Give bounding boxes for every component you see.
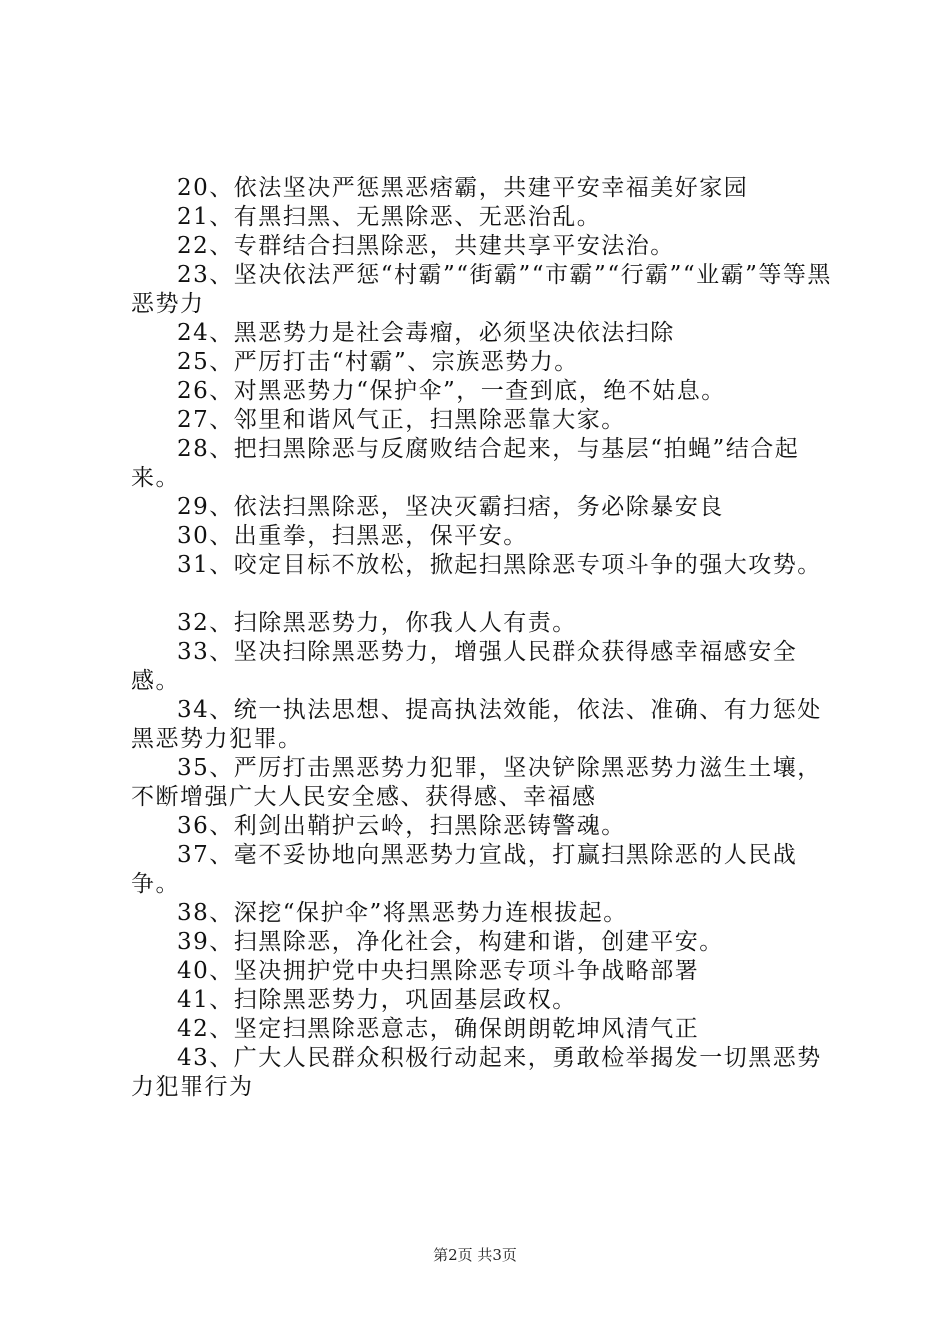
list-item-20: 20、依法坚决严惩黑恶痞霸，共建平安幸福美好家园: [177, 175, 749, 201]
page-number-footer: 第2页 共3页: [433, 1246, 517, 1264]
list-item-23: 23、坚决依法严惩“村霸”“街霸”“市霸”“行霸”“业霸”等等黑恶势力: [131, 262, 832, 317]
list-item-31: 31、咬定目标不放松，掀起扫黑除恶专项斗争的强大攻势。: [177, 552, 822, 578]
list-item-25: 25、严厉打击“村霸”、宗族恶势力。: [177, 349, 579, 375]
list-item-42: 42、坚定扫黑除恶意志，确保朗朗乾坤风清气正: [177, 1016, 700, 1042]
list-item-32: 32、扫除黑恶势力，你我人人有责。: [177, 610, 577, 636]
list-item-34: 34、统一执法思想、提高执法效能，依法、准确、有力惩处黑恶势力犯罪。: [131, 697, 822, 752]
list-item-21: 21、有黑扫黑、无黑除恶、无恶治乱。: [177, 204, 602, 230]
list-item-40: 40、坚决拥护党中央扫黑除恶专项斗争战略部署: [177, 958, 700, 984]
list-item-38: 38、深挖“保护伞”将黑恶势力连根拔起。: [177, 900, 628, 926]
list-item-43: 43、广大人民群众积极行动起来，勇敢检举揭发一切黑恶势力犯罪行为: [131, 1045, 822, 1100]
list-item-29: 29、依法扫黑除恶，坚决灭霸扫痞，务必除暴安良: [177, 494, 724, 520]
list-item-24: 24、黑恶势力是社会毒瘤，必须坚决依法扫除: [177, 320, 675, 346]
list-item-28: 28、把扫黑除恶与反腐败结合起来，与基层“拍蝇”结合起来。: [131, 436, 800, 491]
list-item-35: 35、严厉打击黑恶势力犯罪，坚决铲除黑恶势力滋生土壤，不断增强广大人民安全感、获得感、幸福感: [131, 755, 822, 810]
list-item-37: 37、毫不妥协地向黑恶势力宣战，打赢扫黑除恶的人民战争。: [131, 842, 798, 897]
list-item-27: 27、邻里和谐风气正，扫黑除恶靠大家。: [177, 407, 626, 433]
list-item-22: 22、专群结合扫黑除恶，共建共享平安法治。: [177, 233, 675, 259]
list-item-30: 30、出重拳，扫黑恶，保平安。: [177, 523, 528, 549]
list-item-26: 26、对黑恶势力“保护伞”，一查到底，绝不姑息。: [177, 378, 726, 404]
list-item-33: 33、坚决扫除黑恶势力，增强人民群众获得感幸福感安全感。: [131, 639, 798, 694]
document-body: [131, 174, 841, 1102]
list-item-39: 39、扫黑除恶，净化社会，构建和谐，创建平安。: [177, 929, 724, 955]
list-item-36: 36、利剑出鞘护云岭，扫黑除恶铸警魂。: [177, 813, 626, 839]
list-item-41: 41、扫除黑恶势力，巩固基层政权。: [177, 987, 577, 1013]
